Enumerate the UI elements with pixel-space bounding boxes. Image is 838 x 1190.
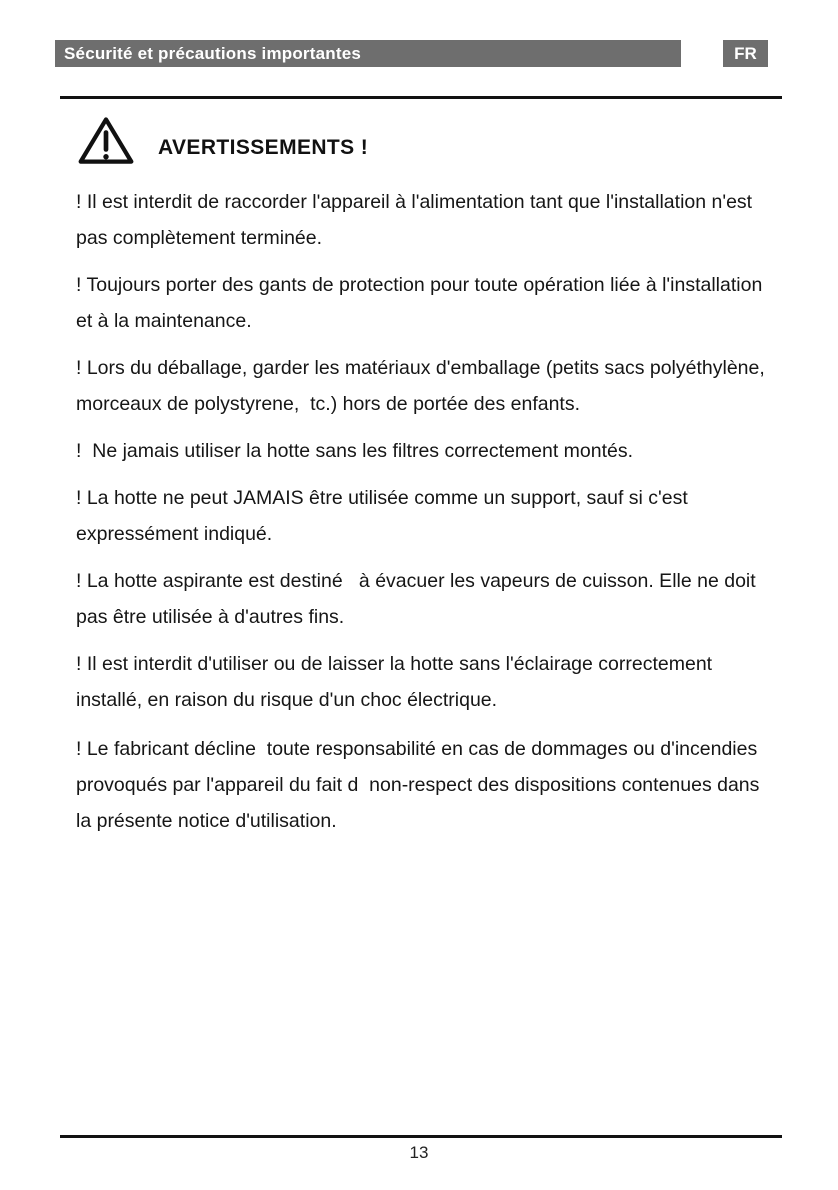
language-badge (723, 40, 768, 67)
warning-list (76, 184, 771, 839)
warning-item: ! La hotte ne peut JAMAIS être utilisée comme un support, sauf si c'est expressément indiqué. (76, 487, 694, 545)
warnings-header (76, 114, 768, 168)
warning-item: ! Ne jamais utiliser la hotte sans les filtres correctement montés. (76, 440, 634, 462)
language-label: FR (734, 43, 757, 63)
warning-item: ! Il est interdit de raccorder l'appareil à l'alimentation tant que l'installation n'est pas complètement terminée. (76, 191, 758, 249)
warning-triangle-icon (76, 114, 136, 168)
warning-item: ! Lors du déballage, garder les matériaux d'emballage (petits sacs polyéthylène, morceaux de polystyrene, tc.) hors de portée des enfants. (76, 357, 771, 415)
warnings-heading: AVERTISSEMENTS ! (158, 136, 369, 159)
warning-item: ! Il est interdit d'utiliser ou de laisser la hotte sans l'éclairage correctement installé, en raison du risque d'un choc électrique. (76, 653, 718, 711)
warning-item: ! La hotte aspirante est destiné à évacuer les vapeurs de cuisson. Elle ne doit pas être utilisée à d'autres fins. (76, 570, 762, 628)
section-title-bar (55, 40, 681, 67)
top-divider (60, 96, 782, 99)
warning-item: ! Le fabricant décline toute responsabilité en cas de dommages ou d'incendies provoqués par l'appareil du fait d non-respect des dispositions contenues dans la présente notice d'utilisation. (76, 738, 765, 832)
section-title: Sécurité et précautions importantes (64, 43, 362, 63)
bottom-divider (60, 1135, 782, 1138)
page-content (76, 114, 771, 850)
warning-item: ! Toujours porter des gants de protection pour toute opération liée à l'installation et à la maintenance. (76, 274, 768, 332)
page-number: 13 (409, 1143, 429, 1162)
